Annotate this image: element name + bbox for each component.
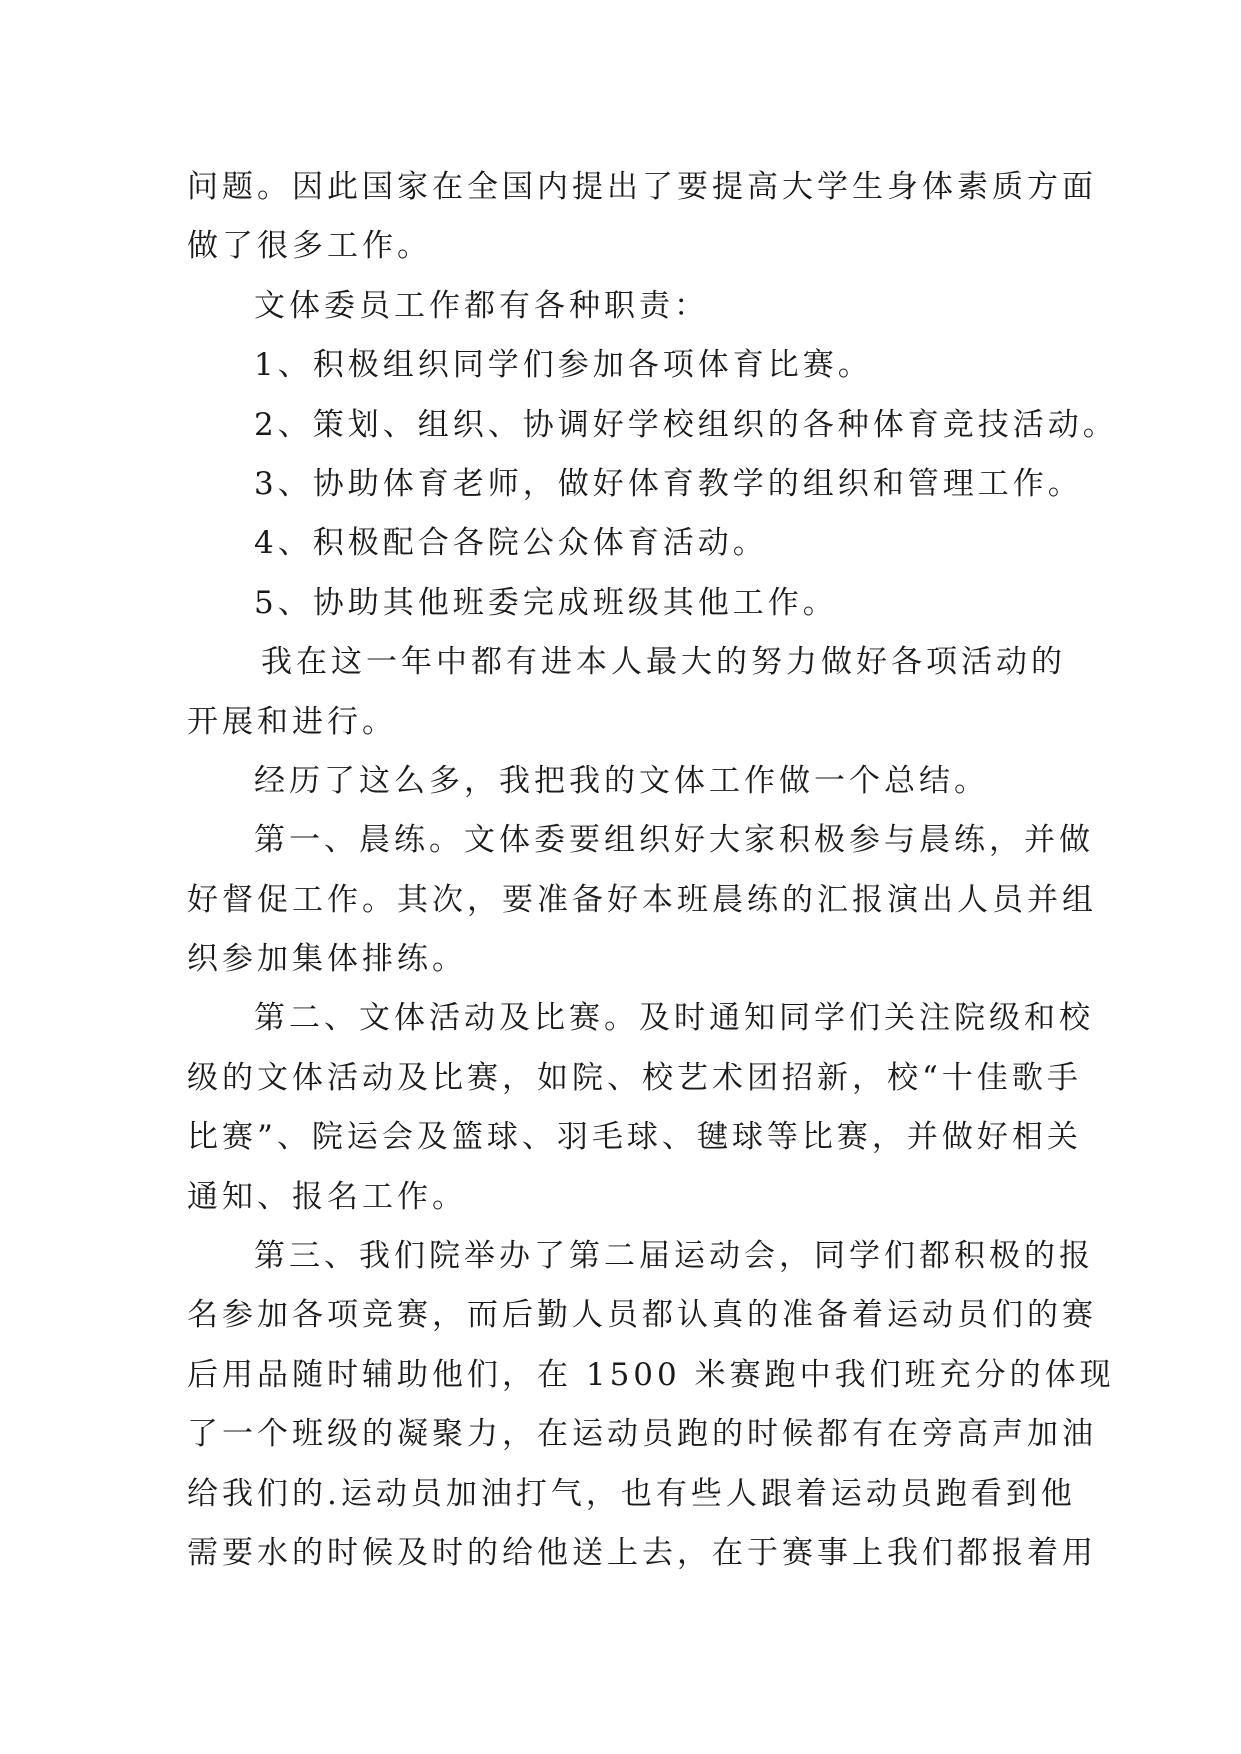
body-text [187, 158, 1118, 1583]
text-line: 给我们的.运动员加油打气，也有些人跟着运动员跑看到他 [187, 1475, 1076, 1512]
text-line: 织参加集体排练。 [187, 941, 467, 978]
text-line: 经历了这么多，我把我的文体工作做一个总结。 [254, 762, 989, 799]
text-line: 第二、文体活动及比赛。及时通知同学们关注院级和校 [254, 1000, 1094, 1037]
text-line: 第一、晨练。文体委要组织好大家积极参与晨练，并做 [254, 822, 1094, 859]
text-line: 了一个班级的凝聚力，在运动员跑的时候都有在旁高声加油 [187, 1416, 1097, 1453]
list-item: 2、策划、组织、协调好学校组织的各种体育竞技活动。 [254, 406, 1118, 443]
text-line: 文体委员工作都有各种职责： [254, 287, 709, 324]
text-line: 好督促工作。其次，要准备好本班晨练的汇报演出人员并组 [187, 881, 1097, 918]
text-line: 比赛”、院运会及篮球、羽毛球、毽球等比赛，并做好相关 [187, 1119, 1082, 1156]
text-line: 名参加各项竞赛，而后勤人员都认真的准备着运动员们的赛 [187, 1297, 1097, 1334]
list-item: 3、协助体育老师，做好体育教学的组织和管理工作。 [254, 465, 1083, 502]
list-item: 4、积极配合各院公众体育活动。 [254, 525, 768, 562]
text-line: 通知、报名工作。 [187, 1178, 467, 1215]
text-line: 我在这一年中都有进本人最大的努力做好各项活动的 [261, 644, 1066, 681]
text-line: 级的文体活动及比赛，如院、校艺术团招新，校“十佳歌手 [187, 1059, 1082, 1096]
list-item: 5、协助其他班委完成班级其他工作。 [254, 584, 838, 621]
list-item: 1、积极组织同学们参加各项体育比赛。 [254, 347, 873, 384]
text-line: 开展和进行。 [187, 703, 397, 740]
text-line: 需要水的时候及时的给他送上去，在于赛事上我们都报着用 [187, 1534, 1097, 1571]
text-line: 后用品随时辅助他们，在 1500 米赛跑中我们班充分的体现 [187, 1356, 1115, 1393]
text-line: 第三、我们院举办了第二届运动会，同学们都积极的报 [254, 1238, 1094, 1275]
text-line: 问题。因此国家在全国内提出了要提高大学生身体素质方面 [187, 169, 1097, 205]
text-line: 做了很多工作。 [187, 228, 432, 265]
